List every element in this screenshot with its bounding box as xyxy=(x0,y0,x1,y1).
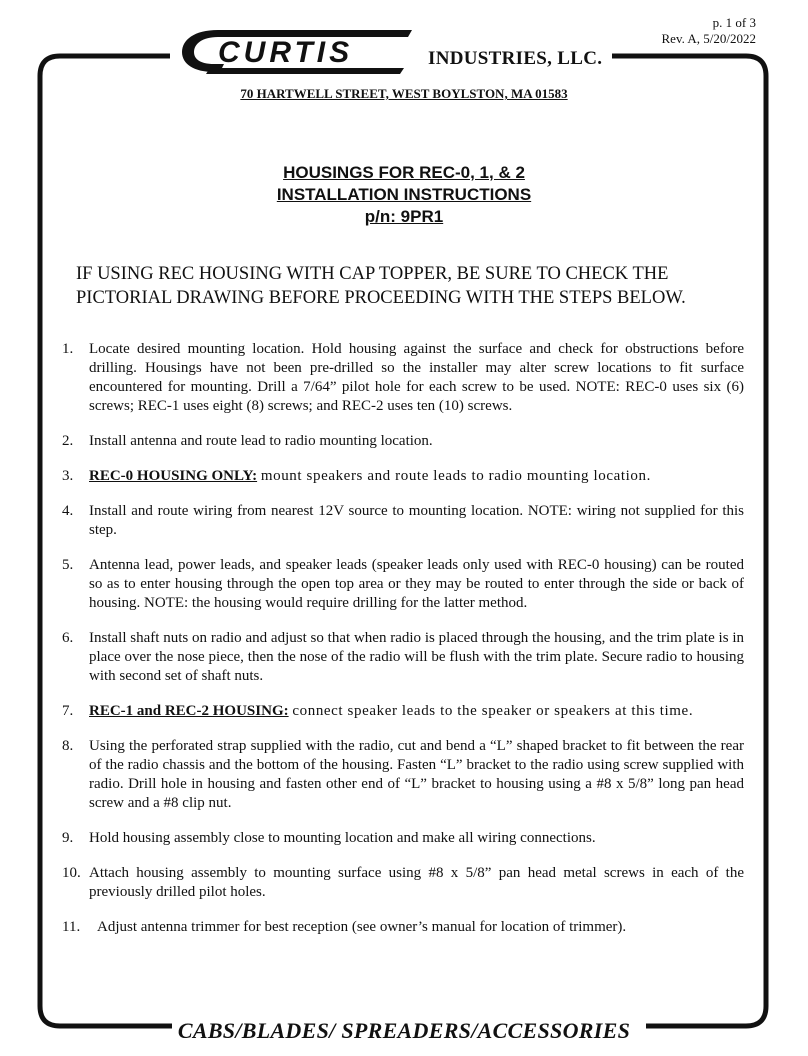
step-lead: REC-1 and REC-2 HOUSING: xyxy=(89,703,289,719)
step-text: Locate desired mounting location. Hold housing against the surface and check for obstructions before drilling. Housings have not been pre-drilled so the installer may alter screw locations to fit surface encountered for mounting. Drill a 7/64” pilot hole for each screw to be used. NOTE: REC-0 uses six (6) screws; REC-1 uses eight (8) screws; and REC-2 uses ten (10) screws. xyxy=(89,341,744,414)
revision-date: Rev. A, 5/20/2022 xyxy=(661,31,756,46)
step-item xyxy=(62,629,744,686)
step-item xyxy=(62,702,744,721)
step-item xyxy=(62,432,744,451)
cap-topper-warning: IF USING REC HOUSING WITH CAP TOPPER, BE SURE TO CHECK THE PICTORIAL DRAWING BEFORE PROCEEDING WITH THE STEPS BELOW. xyxy=(76,264,686,308)
step-number: 6. xyxy=(62,630,74,646)
step-text: mount speakers and route leads to radio mounting location. xyxy=(260,468,651,484)
step-number: 4. xyxy=(62,503,74,519)
page-info xyxy=(662,15,757,47)
instruction-steps xyxy=(62,340,744,937)
logo-text: CURTIS xyxy=(218,36,354,69)
step-text: Using the perforated strap supplied with the radio, cut and bend a “L” shaped bracket to fit between the rear of the radio chassis and the bottom of the housing. Fasten “L” bracket to the radio using screw supplied with radio. Drill hole in housing and fasten other end of “L” bracket to housing using a #8 x 5/8” long pan head screw and a #8 clip nut. xyxy=(89,738,744,811)
step-number: 1. xyxy=(62,341,74,357)
step-number: 9. xyxy=(62,830,74,846)
step-number: 11. xyxy=(62,919,81,935)
company-address: 70 HARTWELL STREET, WEST BOYLSTON, MA 01583 xyxy=(240,86,568,101)
step-number: 8. xyxy=(62,738,74,754)
page-number: p. 1 of 3 xyxy=(712,15,756,30)
step-text: Antenna lead, power leads, and speaker leads (speaker leads only used with REC-0 housing) can be routed so as to enter housing through the open top area or they may be routed to enter through the side or back of housing. NOTE: the housing would require drilling for the latter method. xyxy=(89,557,744,611)
step-number: 7. xyxy=(62,703,74,719)
step-item xyxy=(62,467,744,486)
step-item xyxy=(62,829,744,848)
company-suffix: INDUSTRIES, LLC. xyxy=(428,48,603,69)
title-line-1: HOUSINGS FOR REC-0, 1, & 2 xyxy=(283,163,525,182)
step-text: connect speaker leads to the speaker or speakers at this time. xyxy=(292,703,694,719)
step-text: Adjust antenna trimmer for best reception (see owner’s manual for location of trimmer). xyxy=(97,919,627,935)
title-line-2: INSTALLATION INSTRUCTIONS xyxy=(276,185,532,204)
step-item xyxy=(62,340,744,416)
step-item xyxy=(62,556,744,613)
step-item xyxy=(62,502,744,540)
step-item xyxy=(62,737,744,813)
step-text: Install shaft nuts on radio and adjust so that when radio is placed through the housing, and the trim plate is in place over the nose piece, then the nose of the radio will be flush with the trim plate. Secure radio to housing with second set of shaft nuts. xyxy=(89,630,744,684)
step-item xyxy=(62,864,744,902)
step-lead: REC-0 HOUSING ONLY: xyxy=(89,468,258,484)
footer-tagline: CABS/BLADES/ SPREADERS/ACCESSORIES xyxy=(177,1018,631,1043)
title-line-3: p/n: 9PR1 xyxy=(364,207,444,226)
step-number: 3. xyxy=(62,468,74,484)
curtis-logo xyxy=(180,22,420,76)
step-text: Hold housing assembly close to mounting location and make all wiring connections. xyxy=(89,830,596,846)
step-text: Install and route wiring from nearest 12V source to mounting location. NOTE: wiring not supplied for this step. xyxy=(89,503,744,538)
step-text: Attach housing assembly to mounting surface using #8 x 5/8” pan head metal screws in each of the previously drilled pilot holes. xyxy=(89,865,744,900)
document-title xyxy=(0,162,808,228)
step-number: 2. xyxy=(62,433,74,449)
step-item xyxy=(62,918,744,937)
step-text: Install antenna and route lead to radio mounting location. xyxy=(89,433,433,449)
step-number: 5. xyxy=(62,557,74,573)
step-number: 10. xyxy=(62,865,81,881)
